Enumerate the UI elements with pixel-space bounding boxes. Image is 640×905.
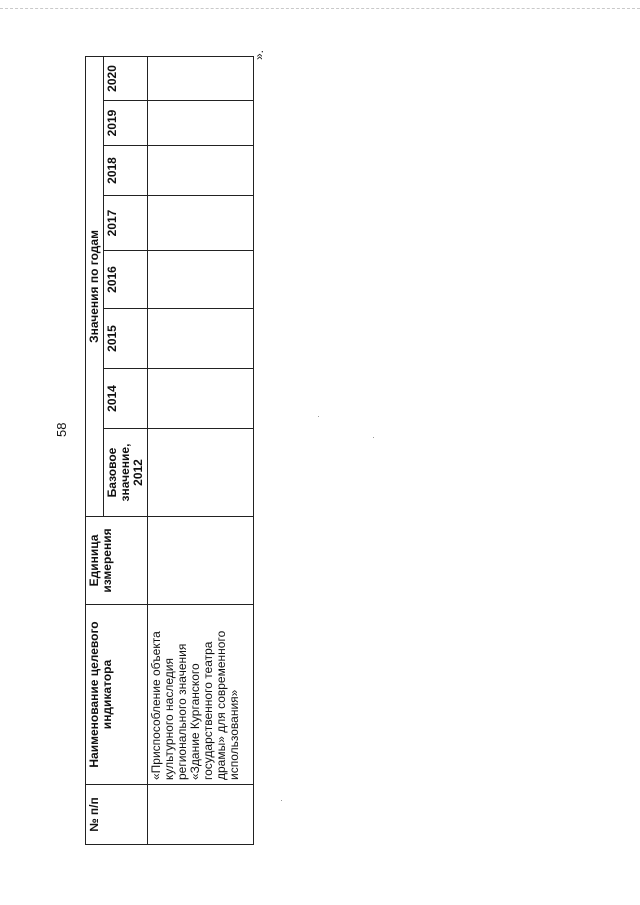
header-year: 2016 (104, 251, 148, 309)
header-year: 2020 (104, 56, 148, 100)
row-number-cell (148, 785, 254, 845)
year-value-cell (148, 309, 254, 369)
indicator-table-wrapper (85, 57, 254, 845)
header-row-top (86, 56, 104, 844)
indicator-name-cell: «Приспособление объекта культурного наследия регионального значения «Здание Курганского государственного театра драмы» для современного использования» (148, 605, 254, 785)
year-value-cell (148, 146, 254, 196)
header-year: 2018 (104, 146, 148, 196)
year-value-cell (148, 369, 254, 429)
unit-cell (148, 517, 254, 605)
indicator-table (85, 56, 254, 845)
header-year: 2015 (104, 309, 148, 369)
table-row (148, 56, 254, 844)
header-year: 2014 (104, 369, 148, 429)
scan-speck (318, 416, 319, 417)
header-base-value: Базовое значение, 2012 (104, 429, 148, 517)
year-value-cell (148, 196, 254, 251)
base-value-cell (148, 429, 254, 517)
scan-artifact-top (0, 8, 640, 11)
header-unit: Единица измерения (86, 517, 148, 605)
closing-quote-mark: ». (252, 49, 266, 60)
year-value-cell (148, 56, 254, 100)
scan-speck (281, 800, 282, 801)
header-year: 2019 (104, 101, 148, 146)
year-value-cell (148, 251, 254, 309)
header-year: 2017 (104, 196, 148, 251)
scan-speck (373, 437, 374, 438)
year-value-cell (148, 101, 254, 146)
page-number: 58 (54, 422, 69, 437)
header-number: № п/п (86, 785, 148, 845)
header-indicator-name: Наименование целевого индикатора (86, 605, 148, 785)
header-values-by-year: Значения по годам (86, 56, 104, 516)
